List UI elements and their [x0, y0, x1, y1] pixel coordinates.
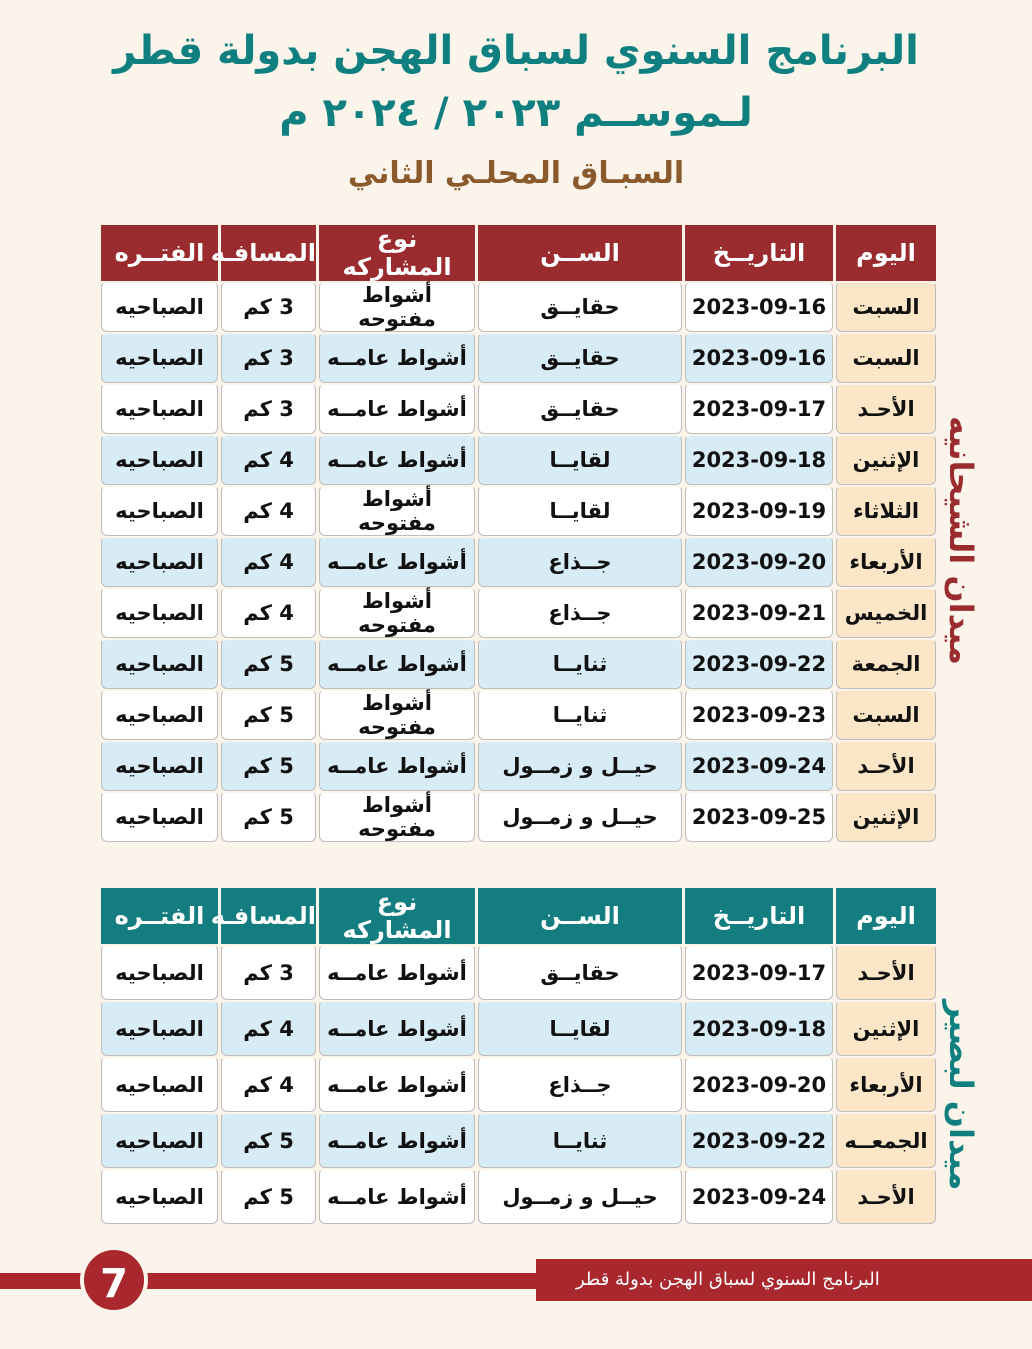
cell-date: 2023-09-20 [685, 536, 833, 587]
cell-distance: 3 كم [221, 383, 316, 434]
cell-distance: 4 كم [221, 1000, 316, 1056]
col-header-date: التاريــخ [685, 225, 833, 281]
cell-date: 2023-09-16 [685, 281, 833, 332]
table-row [101, 281, 936, 332]
cell-age: حيــل و زمــول [478, 791, 682, 842]
cell-distance: 4 كم [221, 536, 316, 587]
cell-type: أشواط مفتوحه [319, 791, 475, 842]
cell-distance: 3 كم [221, 281, 316, 332]
table-row [101, 332, 936, 383]
cell-type: أشواط عامــه [319, 1056, 475, 1112]
cell-day: الأحـد [836, 1168, 936, 1224]
cell-type: أشواط مفتوحه [319, 485, 475, 536]
table-row [101, 791, 936, 842]
cell-date: 2023-09-22 [685, 638, 833, 689]
cell-type: أشواط مفتوحه [319, 689, 475, 740]
cell-period: الصباحيه [101, 944, 218, 1000]
cell-type: أشواط عامــه [319, 740, 475, 791]
cell-date: 2023-09-23 [685, 689, 833, 740]
cell-period: الصباحيه [101, 587, 218, 638]
cell-distance: 5 كم [221, 638, 316, 689]
cell-distance: 3 كم [221, 332, 316, 383]
table-header-row [101, 888, 936, 944]
col-header-period: الفتــره [101, 888, 218, 944]
cell-type: أشواط عامــه [319, 944, 475, 1000]
cell-period: الصباحيه [101, 332, 218, 383]
col-header-period: الفتــره [101, 225, 218, 281]
cell-age: لقايــا [478, 434, 682, 485]
cell-date: 2023-09-24 [685, 1168, 833, 1224]
cell-age: ثنايــا [478, 638, 682, 689]
venue1-label: ميدان الشيحانيه [942, 415, 980, 665]
cell-type: أشواط عامــه [319, 383, 475, 434]
cell-period: الصباحيه [101, 1000, 218, 1056]
cell-period: الصباحيه [101, 1056, 218, 1112]
cell-day: الجمعــه [836, 1112, 936, 1168]
cell-date: 2023-09-25 [685, 791, 833, 842]
cell-date: 2023-09-18 [685, 1000, 833, 1056]
table-row [101, 1168, 936, 1224]
col-header-distance: المسافـه [221, 225, 316, 281]
cell-date: 2023-09-17 [685, 944, 833, 1000]
col-header-age: الســن [478, 225, 682, 281]
cell-period: الصباحيه [101, 383, 218, 434]
footer-text: البرنامج السنوي لسباق الهجن بدولة قطر [536, 1259, 1032, 1301]
cell-day: الأربعاء [836, 1056, 936, 1112]
cell-date: 2023-09-17 [685, 383, 833, 434]
cell-age: حقايــق [478, 332, 682, 383]
cell-date: 2023-09-16 [685, 332, 833, 383]
table-header-row [101, 225, 936, 281]
cell-type: أشواط عامــه [319, 434, 475, 485]
cell-distance: 5 كم [221, 1112, 316, 1168]
cell-age: جــذاع [478, 587, 682, 638]
cell-distance: 4 كم [221, 1056, 316, 1112]
cell-type: أشواط عامــه [319, 1000, 475, 1056]
cell-type: أشواط مفتوحه [319, 587, 475, 638]
venue2-schedule-table [98, 888, 939, 1224]
table-row [101, 1000, 936, 1056]
table-row [101, 1112, 936, 1168]
cell-age: حيــل و زمــول [478, 1168, 682, 1224]
cell-period: الصباحيه [101, 536, 218, 587]
cell-age: ثنايــا [478, 689, 682, 740]
season-title: لـموســم ٢٠٢٣ / ٢٠٢٤ م [279, 90, 753, 136]
cell-age: ثنايــا [478, 1112, 682, 1168]
venue1-schedule-table [98, 225, 939, 842]
table-row [101, 536, 936, 587]
cell-age: لقايــا [478, 1000, 682, 1056]
col-header-type: نوع المشاركه [319, 888, 475, 944]
venue2-label: ميدان لبصير [942, 999, 980, 1191]
cell-type: أشواط عامــه [319, 332, 475, 383]
cell-age: حيــل و زمــول [478, 740, 682, 791]
cell-type: أشواط عامــه [319, 638, 475, 689]
cell-distance: 4 كم [221, 434, 316, 485]
table-row [101, 434, 936, 485]
page-number: 7 [80, 1246, 148, 1314]
cell-date: 2023-09-20 [685, 1056, 833, 1112]
cell-day: الإثنين [836, 434, 936, 485]
cell-period: الصباحيه [101, 1168, 218, 1224]
cell-age: جــذاع [478, 1056, 682, 1112]
table-row [101, 383, 936, 434]
cell-day: الإثنين [836, 791, 936, 842]
cell-day: السبت [836, 689, 936, 740]
cell-age: حقايــق [478, 383, 682, 434]
cell-date: 2023-09-24 [685, 740, 833, 791]
cell-period: الصباحيه [101, 485, 218, 536]
cell-distance: 5 كم [221, 791, 316, 842]
cell-day: الأحـد [836, 383, 936, 434]
cell-day: السبت [836, 281, 936, 332]
cell-type: أشواط عامــه [319, 1112, 475, 1168]
cell-day: الأحـد [836, 740, 936, 791]
cell-period: الصباحيه [101, 791, 218, 842]
cell-period: الصباحيه [101, 434, 218, 485]
cell-period: الصباحيه [101, 281, 218, 332]
table-row [101, 1056, 936, 1112]
cell-period: الصباحيه [101, 638, 218, 689]
cell-day: الأربعاء [836, 536, 936, 587]
table-row [101, 638, 936, 689]
table-row [101, 587, 936, 638]
col-header-date: التاريــخ [685, 888, 833, 944]
cell-age: حقايــق [478, 944, 682, 1000]
col-header-day: اليوم [836, 225, 936, 281]
cell-day: السبت [836, 332, 936, 383]
cell-type: أشواط عامــه [319, 536, 475, 587]
col-header-type: نوع المشاركه [319, 225, 475, 281]
col-header-day: اليوم [836, 888, 936, 944]
cell-distance: 4 كم [221, 587, 316, 638]
cell-day: الإثنين [836, 1000, 936, 1056]
race-subtitle: السبـاق المحلـي الثاني [347, 156, 685, 191]
cell-distance: 5 كم [221, 689, 316, 740]
cell-age: لقايــا [478, 485, 682, 536]
cell-distance: 5 كم [221, 1168, 316, 1224]
cell-day: الخميس [836, 587, 936, 638]
cell-date: 2023-09-18 [685, 434, 833, 485]
cell-date: 2023-09-22 [685, 1112, 833, 1168]
col-header-age: الســن [478, 888, 682, 944]
table-row [101, 689, 936, 740]
cell-date: 2023-09-21 [685, 587, 833, 638]
cell-period: الصباحيه [101, 689, 218, 740]
cell-distance: 5 كم [221, 740, 316, 791]
cell-distance: 4 كم [221, 485, 316, 536]
cell-day: الجمعة [836, 638, 936, 689]
cell-period: الصباحيه [101, 740, 218, 791]
cell-day: الثلاثاء [836, 485, 936, 536]
cell-date: 2023-09-19 [685, 485, 833, 536]
table-row [101, 485, 936, 536]
page-title: البرنامج السنوي لسباق الهجن بدولة قطر [113, 28, 919, 74]
table-row [101, 740, 936, 791]
cell-distance: 3 كم [221, 944, 316, 1000]
cell-type: أشواط عامــه [319, 1168, 475, 1224]
cell-period: الصباحيه [101, 1112, 218, 1168]
cell-age: حقايــق [478, 281, 682, 332]
col-header-distance: المسافـه [221, 888, 316, 944]
cell-type: أشواط مفتوحه [319, 281, 475, 332]
cell-day: الأحـد [836, 944, 936, 1000]
table-row [101, 944, 936, 1000]
cell-age: جــذاع [478, 536, 682, 587]
